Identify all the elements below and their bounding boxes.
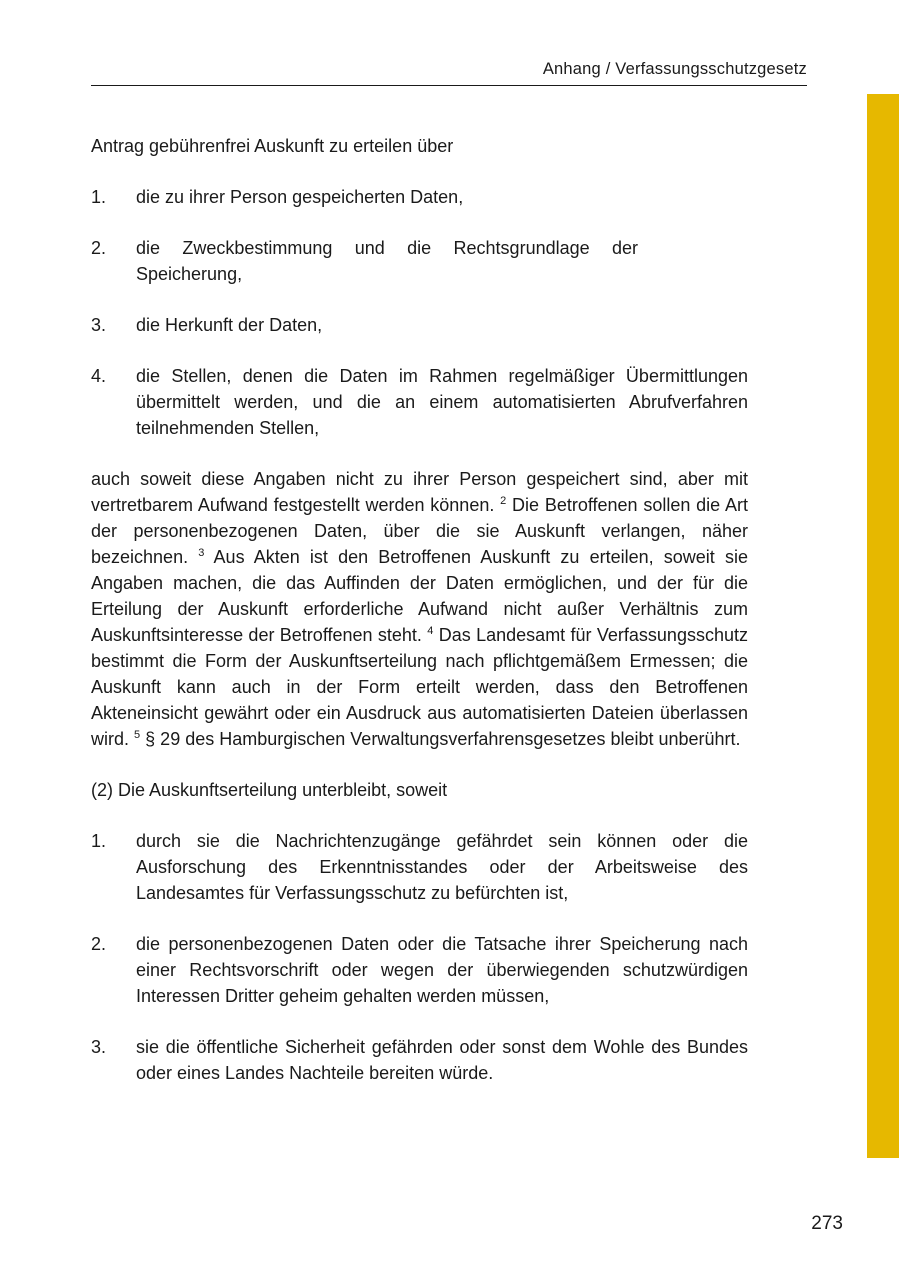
list-item <box>91 184 748 210</box>
sentence-5: § 29 des Hamburgischen Verwaltungsverfahrensgesetzes bleibt unberührt. <box>145 729 741 749</box>
list-item-number: 2. <box>91 238 107 258</box>
continuation-paragraph <box>91 466 748 752</box>
list-item-number: 1. <box>91 831 107 851</box>
list-item-number: 2. <box>91 934 107 954</box>
sentence-number-2: 2 <box>500 495 507 507</box>
list-item-number: 1. <box>91 187 107 207</box>
sentence-2: Die Betroffenen sollen die Art der personenbezogenen Daten, über die sie Auskunft verlangen, näher bezeichnen. <box>91 495 748 567</box>
section-2-intro: (2) Die Auskunftserteilung unterbleibt, soweit <box>91 780 448 800</box>
sentence-4: Das Landesamt für Verfassungsschutz bestimmt die Form der Auskunftserteilung nach pflichtgemäßem Ermessen; die Auskunft kann auch in der Form erteilt werden, dass den Betroffenen Akteneinsicht gewährt oder ein Ausdruck aus automatisierten Dateien überlassen wird. <box>91 625 748 749</box>
list-item-text: durch sie die Nachrichtenzugänge gefährdet sein können oder die Ausforschung des Erkenntnisstandes oder der Arbeitsweise des Landesamtes für Verfassungsschutz zu befürchten ist, <box>136 831 748 903</box>
page-number: 273 <box>811 1213 843 1234</box>
chapter-side-tab <box>867 94 899 1158</box>
list-item <box>91 235 748 287</box>
list-item-text: die personenbezogenen Daten oder die Tatsache ihrer Speicherung nach einer Rechtsvorschrift oder wegen der überwiegenden schutzwürdigen Interessen Dritter geheim gehalten werden müssen, <box>136 934 748 1006</box>
sentence-number-3: 3 <box>198 547 205 559</box>
sentence-number-4: 4 <box>427 625 434 637</box>
page-body <box>91 133 748 1111</box>
list-item-text: sie die öffentliche Sicherheit gefährden oder sonst dem Wohle des Bundes oder eines Landes Nachteile bereiten würde. <box>136 1037 748 1083</box>
list-item <box>91 363 748 441</box>
sentence-3: Aus Akten ist den Betroffenen Auskunft zu erteilen, soweit sie Angaben machen, die das Auffinden der Daten ermöglichen, und der für die Erteilung der Auskunft erforderliche Aufwand nicht außer Verhältnis zum Auskunftsinteresse der Betroffenen steht. <box>91 547 748 645</box>
exception-list <box>91 828 748 1086</box>
list-item <box>91 828 748 906</box>
list-item-number: 4. <box>91 366 107 386</box>
running-header <box>91 60 807 86</box>
list-item <box>91 1034 748 1086</box>
list-item-number: 3. <box>91 315 107 335</box>
sentence-1: auch soweit diese Angaben nicht zu ihrer Person gespeichert sind, aber mit vertretbarem Aufwand festgestellt werden können. <box>91 469 748 515</box>
list-item <box>91 931 748 1009</box>
list-item-text: die zu ihrer Person gespeicherten Daten, <box>136 187 464 207</box>
list-item-number: 3. <box>91 1037 107 1057</box>
list-item-text: die Zweckbestimmung und die Rechtsgrundlage der Speicherung, <box>136 238 638 284</box>
information-list <box>91 184 748 441</box>
list-item-text: die Stellen, denen die Daten im Rahmen regelmäßiger Übermittlungen übermittelt werden, und die an einem automatisierten Abrufverfahren teilnehmenden Stellen, <box>136 366 748 438</box>
running-title: Anhang / Verfassungsschutzgesetz <box>542 60 807 78</box>
sentence-number-5: 5 <box>134 729 141 741</box>
intro-text: Antrag gebührenfrei Auskunft zu erteilen über <box>91 136 454 156</box>
list-item-text: die Herkunft der Daten, <box>136 315 323 335</box>
list-item <box>91 312 748 338</box>
